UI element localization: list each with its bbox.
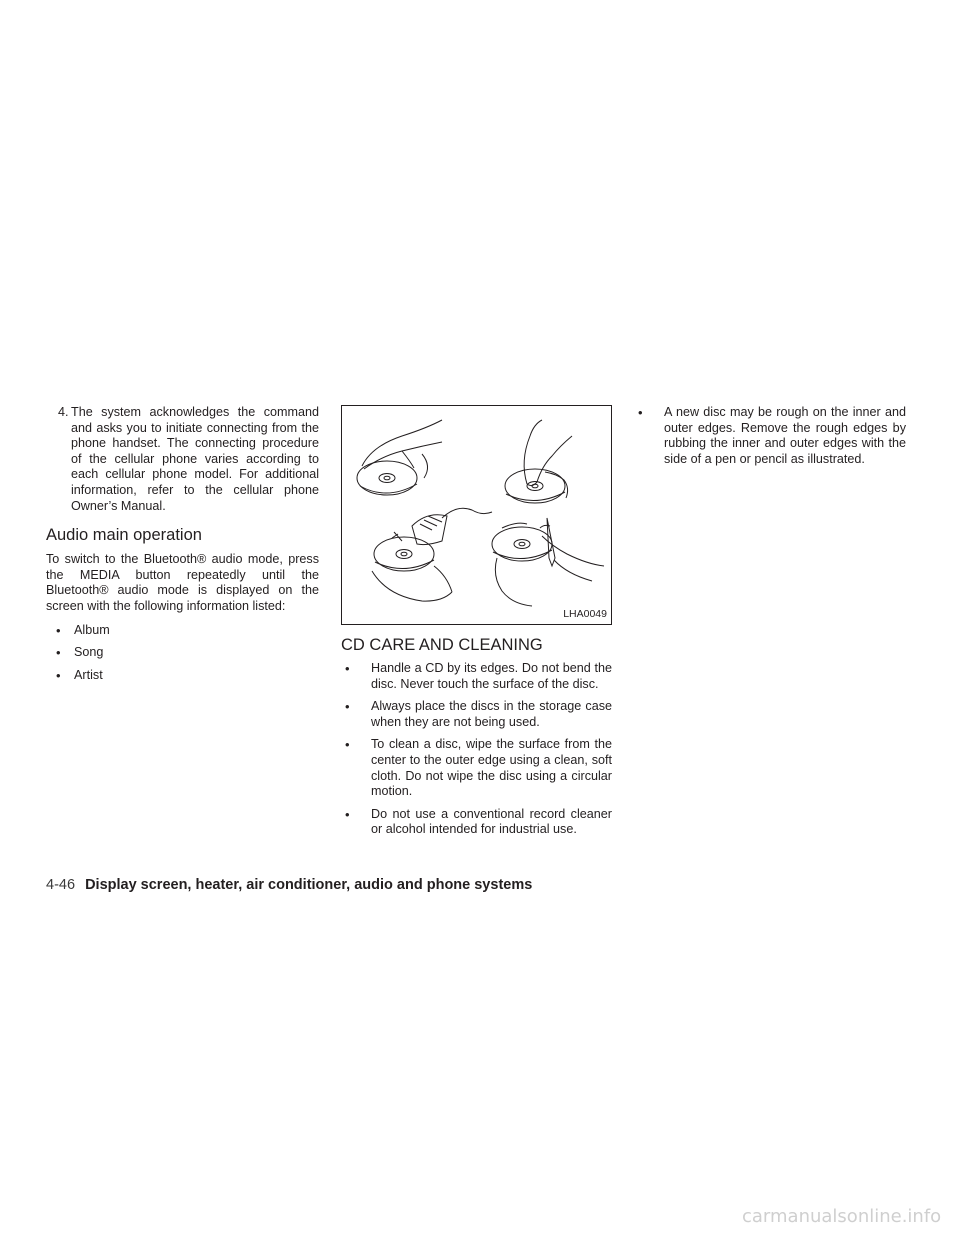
step-4 bbox=[46, 405, 319, 514]
bullet-icon: • bbox=[56, 622, 61, 638]
audio-info-list bbox=[46, 623, 319, 684]
disc-edge-list bbox=[634, 405, 906, 467]
hand-holding-disc-illustration bbox=[357, 420, 442, 495]
page-number: 4-46 bbox=[46, 877, 76, 893]
bullet-icon: • bbox=[56, 645, 61, 661]
right-column bbox=[634, 405, 906, 474]
list-item: • Song bbox=[56, 645, 104, 661]
list-item: • Do not use a conventional record cleaner or alcohol intended for industrial use. bbox=[345, 806, 612, 837]
bullet-icon: • bbox=[345, 699, 350, 715]
section-title: Display screen, heater, air conditioner, audio and phone systems bbox=[85, 877, 533, 893]
audio-main-operation-heading: Audio main operation bbox=[46, 526, 202, 545]
list-item: • Album bbox=[56, 622, 110, 638]
middle-column bbox=[341, 405, 612, 845]
list-item: • Handle a CD by its edges. Do not bend the disc. Never touch the surface of the disc. bbox=[345, 661, 612, 691]
bullet-icon: • bbox=[56, 667, 61, 683]
cloth-wiping-disc-illustration bbox=[372, 508, 492, 601]
bullet-icon: • bbox=[345, 661, 350, 676]
step-4-text: The system acknowledges the command and asks you to initiate connecting from the phone handset. The connecting procedure of the cellular phone varies according to each cellular phone model. For additional information, refer to the cellular phone Owner’s Manual. bbox=[71, 405, 319, 513]
pen-smoothing-disc-illustration bbox=[492, 518, 604, 606]
figure-code: LHA0049 bbox=[563, 608, 607, 621]
cd-handling-illustration bbox=[341, 405, 612, 625]
page-footer bbox=[46, 877, 532, 893]
bullet-icon: • bbox=[638, 405, 643, 420]
list-item: • A new disc may be rough on the inner and outer edges. Remove the rough edges by rubbing the inner and outer edges with the side of a pen or pencil as illustrated. bbox=[638, 405, 906, 466]
finger-on-disc-illustration bbox=[505, 420, 572, 503]
list-item: • To clean a disc, wipe the surface from the center to the outer edge using a clean, soft cloth. Do not wipe the disc using a circular motion. bbox=[345, 737, 612, 799]
list-item: • Artist bbox=[56, 667, 103, 683]
audio-mode-paragraph: To switch to the Bluetooth® audio mode, press the MEDIA button repeatedly until the Bluetooth® audio mode is displayed on the screen with the following information listed: bbox=[46, 552, 319, 613]
bullet-icon: • bbox=[345, 806, 350, 822]
left-column bbox=[46, 405, 319, 690]
cd-handling-drawing bbox=[342, 406, 611, 624]
cd-care-list bbox=[341, 661, 612, 838]
list-item: • Always place the discs in the storage case when they are not being used. bbox=[345, 699, 612, 729]
step-number: 4. bbox=[58, 405, 69, 419]
bullet-icon: • bbox=[345, 737, 350, 753]
watermark: carmanualsonline.info bbox=[742, 1206, 942, 1227]
cd-care-heading: CD CARE AND CLEANING bbox=[341, 636, 543, 654]
